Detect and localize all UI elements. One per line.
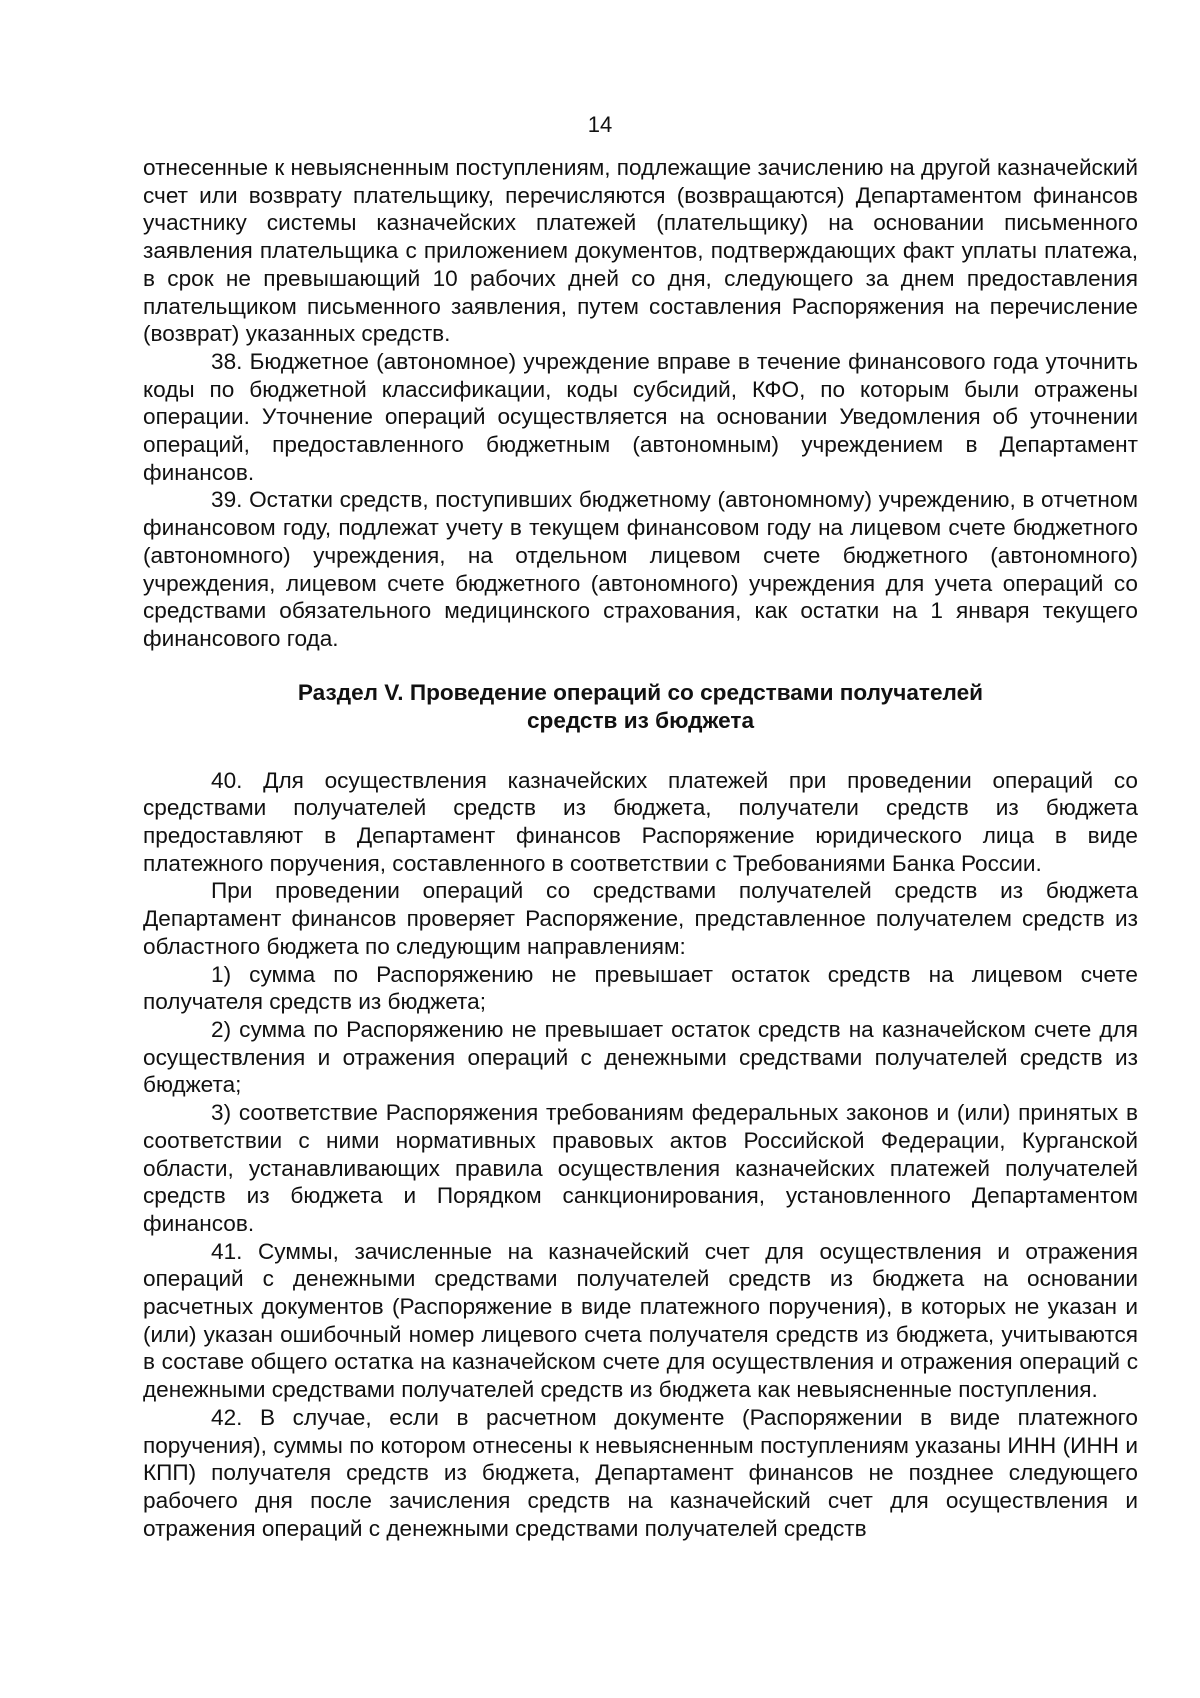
list-item-2: 2) сумма по Распоряжению не превышает остаток средств на казначейском счете для осуществления и отражения операций с денежными средствами получателей средств из бюджета; <box>143 1016 1138 1098</box>
section-heading-line1: Раздел V. Проведение операций со средствами получателей <box>297 679 984 705</box>
paragraph-continuation: отнесенные к невыясненным поступлениям, подлежащие зачислению на другой казначейский счет или возврату плательщику, перечисляются (возвращаются) Департаментом финансов участнику системы казначейских платежей (плательщику) на основании письменного заявления плательщика с приложением документов, подтверждающих факт уплаты платежа, в срок не превышающий 10 рабочих дней со дня, следующего за днем предоставления плательщиком письменного заявления, путем составления Распоряжения на перечисление (возврат) указанных средств. <box>143 155 1138 347</box>
paragraph-40: 40. Для осуществления казначейских платежей при проведении операций со средствами получателей средств из бюджета, получатели средств из бюджета предоставляют в Департамент финансов Распоряжение юридического лица в виде платежного поручения, составленного в соответствии с Требованиями Банка России. <box>143 767 1138 876</box>
section-heading-line2: средств из бюджета <box>526 707 755 733</box>
list-item-3: 3) соответствие Распоряжения требованиям федеральных законов и (или) принятых в соответствии с ними нормативных правовых актов Российской Федерации, Курганской области, устанавливающих правила осуществления казначейских платежей получателей средств из бюджета и Порядком санкционирования, установленного Департаментом финансов. <box>143 1100 1138 1236</box>
paragraph-41: 41. Суммы, зачисленные на казначейский счет для осуществления и отражения операций с денежными средствами получателей средств из бюджета на основании расчетных документов (Распоряжение в виде платежного поручения), в которых не указан и (или) указан ошибочный номер лицевого счета получателя средств из бюджета, учитываются в составе общего остатка на казначейском счете для осуществления и отражения операций с денежными средствами получателей средств из бюджета как невыясненные поступления. <box>143 1238 1138 1403</box>
paragraph-39: 39. Остатки средств, поступивших бюджетному (автономному) учреждению, в отчетном финансовом году, подлежат учету в текущем финансовом году на лицевом счете бюджетного (автономного) учреждения, на отдельном лицевом счете бюджетного (автономного) учреждения, лицевом счете бюджетного (автономного) учреждения для учета операций со средствами обязательного медицинского страхования, как остатки на 1 января текущего финансового года. <box>143 487 1138 651</box>
paragraph-42: 42. В случае, если в расчетном документе (Распоряжении в виде платежного поручения), суммы по котором отнесены к невыясненным поступлениям указаны ИНН (ИНН и КПП) получателя средств из бюджета, Департамент финансов не позднее следующего рабочего дня после зачисления средств на казначейский счет для осуществления и отражения операций с денежными средствами получателей средств <box>143 1404 1138 1541</box>
list-item-1: 1) сумма по Распоряжению не превышает остаток средств на лицевом счете получателя средств из бюджета; <box>143 961 1138 1015</box>
section-heading <box>143 679 1138 735</box>
page-number: 14 <box>587 112 613 137</box>
paragraph-38: 38. Бюджетное (автономное) учреждение вправе в течение финансового года уточнить коды по бюджетной классификации, коды субсидий, КФО, по которым были отражены операции. Уточнение операций осуществляется на основании Уведомления об уточнении операций, предоставленного бюджетным (автономным) учреждением в Департамент финансов. <box>143 348 1138 485</box>
document-body <box>143 154 1138 1542</box>
paragraph-checks-intro: При проведении операций со средствами получателей средств из бюджета Департамент финансов проверяет Распоряжение, представленное получателем средств из областного бюджета по следующим направлениям: <box>143 878 1138 959</box>
